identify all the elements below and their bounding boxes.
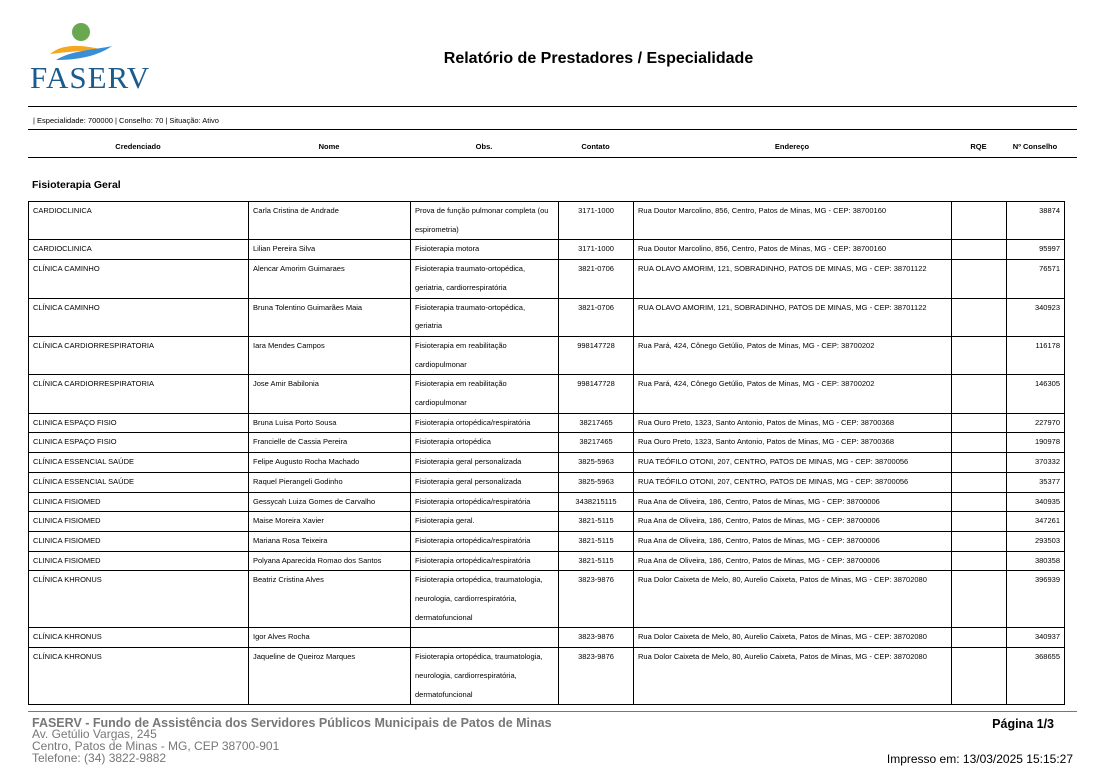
header-divider-top [28, 106, 1077, 107]
table-row [29, 492, 1065, 512]
cell-nome: Beatriz Cristina Alves [249, 571, 411, 628]
cell-conselho: 38874 [1007, 202, 1065, 240]
cell-credenciado: CLINICA FISIOMED [29, 531, 249, 551]
cell-contato: 3823-9876 [559, 648, 634, 705]
cell-endereco: RUA TEÓFILO OTONI, 207, CENTRO, PATOS DE MINAS, MG - CEP: 38700056 [634, 472, 952, 492]
logo-head-icon [72, 23, 90, 41]
cell-credenciado: CLÍNICA KHRONUS [29, 648, 249, 705]
cell-conselho: 368655 [1007, 648, 1065, 705]
footer-phone: Telefone: (34) 3822-9882 [32, 751, 167, 765]
cell-contato: 38217465 [559, 413, 634, 433]
cell-contato: 998147728 [559, 336, 634, 374]
cell-contato: 3171-1000 [559, 240, 634, 260]
table-row [29, 298, 1065, 336]
cell-rqe [952, 375, 1007, 413]
cell-rqe [952, 433, 1007, 453]
table-row [29, 336, 1065, 374]
col-header-obs: Obs. [475, 142, 493, 151]
report-title: Relatório de Prestadores / Especialidade [443, 50, 754, 67]
table-row [29, 202, 1065, 240]
cell-contato: 3821-5115 [559, 512, 634, 532]
table-row [29, 648, 1065, 705]
cell-credenciado: CLÍNICA CARDIORRESPIRATORIA [29, 375, 249, 413]
cell-conselho: 76571 [1007, 260, 1065, 298]
cell-obs: Fisioterapia em reabilitação cardiopulmonar [411, 336, 559, 374]
cell-rqe [952, 336, 1007, 374]
cell-obs: Fisioterapia ortopédica/respiratória [411, 413, 559, 433]
cell-rqe [952, 551, 1007, 571]
table-row [29, 571, 1065, 628]
cell-contato: 38217465 [559, 433, 634, 453]
cell-endereco: RUA TEÓFILO OTONI, 207, CENTRO, PATOS DE MINAS, MG - CEP: 38700056 [634, 453, 952, 473]
cell-rqe [952, 202, 1007, 240]
cell-credenciado: CARDIOCLINICA [29, 240, 249, 260]
table-row [29, 512, 1065, 532]
cell-conselho: 370332 [1007, 453, 1065, 473]
col-header-rqe: RQE [970, 142, 987, 151]
cell-credenciado: CLINICA FISIOMED [29, 492, 249, 512]
cell-endereco: Rua Doutor Marcolino, 856, Centro, Patos de Minas, MG - CEP: 38700160 [634, 240, 952, 260]
cell-endereco: Rua Pará, 424, Cônego Getúlio, Patos de Minas, MG - CEP: 38700202 [634, 375, 952, 413]
cell-credenciado: CLÍNICA CAMINHO [29, 260, 249, 298]
cell-obs: Fisioterapia ortopédica/respiratória [411, 492, 559, 512]
cell-endereco: Rua Ana de Oliveira, 186, Centro, Patos de Minas, MG - CEP: 38700006 [634, 512, 952, 532]
table-row [29, 628, 1065, 648]
cell-contato: 3821-5115 [559, 551, 634, 571]
cell-rqe [952, 531, 1007, 551]
cell-conselho: 146305 [1007, 375, 1065, 413]
footer-address-1: Av. Getúlio Vargas, 245 [32, 727, 157, 741]
cell-obs: Fisioterapia geral. [411, 512, 559, 532]
cell-contato: 3821-0706 [559, 260, 634, 298]
col-header-endereco: Endereço [774, 142, 810, 151]
printed-timestamp: Impresso em: 13/03/2025 15:15:27 [886, 752, 1073, 766]
cell-rqe [952, 472, 1007, 492]
cell-endereco: RUA OLAVO AMORIM, 121, SOBRADINHO, PATOS DE MINAS, MG - CEP: 38701122 [634, 260, 952, 298]
cell-endereco: RUA OLAVO AMORIM, 121, SOBRADINHO, PATOS DE MINAS, MG - CEP: 38701122 [634, 298, 952, 336]
cell-credenciado: CLÍNICA CARDIORRESPIRATORIA [29, 336, 249, 374]
cell-credenciado: CLÍNICA ESSENCIAL SAÚDE [29, 472, 249, 492]
cell-contato: 3825-5963 [559, 472, 634, 492]
cell-endereco: Rua Dolor Caixeta de Melo, 80, Aurelio Caixeta, Patos de Minas, MG - CEP: 38702080 [634, 571, 952, 628]
logo-text: FASERV [30, 60, 151, 95]
cell-contato: 3438215115 [559, 492, 634, 512]
col-header-conselho: Nº Conselho [1012, 142, 1058, 151]
cell-rqe [952, 260, 1007, 298]
cell-nome: Lilian Pereira Silva [249, 240, 411, 260]
cell-rqe [952, 453, 1007, 473]
cell-rqe [952, 492, 1007, 512]
cell-nome: Felipe Augusto Rocha Machado [249, 453, 411, 473]
cell-rqe [952, 512, 1007, 532]
page-number: Página 1/3 [992, 717, 1054, 731]
cell-rqe [952, 571, 1007, 628]
cell-credenciado: CLÍNICA KHRONUS [29, 571, 249, 628]
cell-nome: Carla Cristina de Andrade [249, 202, 411, 240]
cell-contato: 3823-9876 [559, 628, 634, 648]
cell-endereco: Rua Ana de Oliveira, 186, Centro, Patos de Minas, MG - CEP: 38700006 [634, 551, 952, 571]
cell-contato: 998147728 [559, 375, 634, 413]
cell-obs [411, 628, 559, 648]
cell-nome: Alencar Amorim Guimaraes [249, 260, 411, 298]
cell-conselho: 340937 [1007, 628, 1065, 648]
col-header-contato: Contato [581, 142, 610, 151]
cell-rqe [952, 413, 1007, 433]
cell-obs: Fisioterapia geral personalizada [411, 472, 559, 492]
cell-nome: Maise Moreira Xavier [249, 512, 411, 532]
group-title: Fisioterapia Geral [32, 179, 121, 191]
footer-divider [28, 711, 1077, 712]
cell-obs: Fisioterapia motora [411, 240, 559, 260]
cell-conselho: 35377 [1007, 472, 1065, 492]
column-header-divider [28, 157, 1077, 158]
cell-obs: Prova de função pulmonar completa (ou espirometria) [411, 202, 559, 240]
cell-rqe [952, 240, 1007, 260]
cell-credenciado: CLINICA ESPAÇO FISIO [29, 413, 249, 433]
cell-conselho: 293503 [1007, 531, 1065, 551]
cell-endereco: Rua Pará, 424, Cônego Getúlio, Patos de Minas, MG - CEP: 38700202 [634, 336, 952, 374]
cell-contato: 3821-0706 [559, 298, 634, 336]
cell-conselho: 227970 [1007, 413, 1065, 433]
col-header-credenciado: Credenciado [115, 142, 161, 151]
cell-endereco: Rua Ouro Preto, 1323, Santo Antonio, Patos de Minas, MG - CEP: 38700368 [634, 433, 952, 453]
cell-credenciado: CLINICA FISIOMED [29, 512, 249, 532]
cell-credenciado: CLÍNICA CAMINHO [29, 298, 249, 336]
cell-obs: Fisioterapia traumato-ortopédica, geriatria, cardiorrespiratória [411, 260, 559, 298]
table-row [29, 551, 1065, 571]
cell-obs: Fisioterapia traumato-ortopédica, geriatria [411, 298, 559, 336]
table-row [29, 453, 1065, 473]
footer-org-name: FASERV - Fundo de Assistência dos Servidores Públicos Municipais de Patos de Minas [32, 716, 552, 730]
cell-obs: Fisioterapia ortopédica/respiratória [411, 551, 559, 571]
cell-nome: Igor Alves Rocha [249, 628, 411, 648]
header-divider-filter [28, 129, 1077, 130]
providers-table [28, 201, 1065, 705]
cell-nome: Iara Mendes Campos [249, 336, 411, 374]
cell-obs: Fisioterapia ortopédica/respiratória [411, 531, 559, 551]
column-headers [0, 142, 1109, 152]
cell-credenciado: CLINICA FISIOMED [29, 551, 249, 571]
cell-contato: 3821-5115 [559, 531, 634, 551]
table-row [29, 260, 1065, 298]
cell-conselho: 347261 [1007, 512, 1065, 532]
cell-rqe [952, 628, 1007, 648]
cell-conselho: 340923 [1007, 298, 1065, 336]
table-row [29, 433, 1065, 453]
cell-rqe [952, 298, 1007, 336]
table-row [29, 531, 1065, 551]
cell-credenciado: CARDIOCLINICA [29, 202, 249, 240]
cell-nome: Jose Amir Babilonia [249, 375, 411, 413]
cell-endereco: Rua Ouro Preto, 1323, Santo Antonio, Patos de Minas, MG - CEP: 38700368 [634, 413, 952, 433]
cell-credenciado: CLÍNICA KHRONUS [29, 628, 249, 648]
cell-obs: Fisioterapia geral personalizada [411, 453, 559, 473]
cell-nome: Polyana Aparecida Romao dos Santos [249, 551, 411, 571]
cell-endereco: Rua Ana de Oliveira, 186, Centro, Patos de Minas, MG - CEP: 38700006 [634, 531, 952, 551]
cell-nome: Gessycah Luiza Gomes de Carvalho [249, 492, 411, 512]
cell-endereco: Rua Doutor Marcolino, 856, Centro, Patos de Minas, MG - CEP: 38700160 [634, 202, 952, 240]
cell-conselho: 116178 [1007, 336, 1065, 374]
cell-nome: Mariana Rosa Teixeira [249, 531, 411, 551]
cell-obs: Fisioterapia ortopédica [411, 433, 559, 453]
cell-contato: 3825-5963 [559, 453, 634, 473]
cell-endereco: Rua Dolor Caixeta de Melo, 80, Aurelio Caixeta, Patos de Minas, MG - CEP: 38702080 [634, 648, 952, 705]
table-row [29, 413, 1065, 433]
cell-nome: Raquel Pierangeli Godinho [249, 472, 411, 492]
cell-contato: 3823-9876 [559, 571, 634, 628]
cell-credenciado: CLINICA ESPAÇO FISIO [29, 433, 249, 453]
table-row [29, 375, 1065, 413]
cell-nome: Bruna Tolentino Guimarães Maia [249, 298, 411, 336]
table-row [29, 240, 1065, 260]
cell-contato: 3171-1000 [559, 202, 634, 240]
cell-obs: Fisioterapia ortopédica, traumatologia, neurologia, cardiorrespiratória, dermatofuncional [411, 571, 559, 628]
filter-summary: | Especialidade: 700000 | Conselho: 70 | Situação: Ativo [33, 116, 219, 125]
cell-obs: Fisioterapia em reabilitação cardiopulmonar [411, 375, 559, 413]
cell-conselho: 380358 [1007, 551, 1065, 571]
col-header-nome: Nome [318, 142, 340, 151]
cell-nome: Jaqueline de Queiroz Marques [249, 648, 411, 705]
cell-conselho: 396939 [1007, 571, 1065, 628]
cell-endereco: Rua Ana de Oliveira, 186, Centro, Patos de Minas, MG - CEP: 38700006 [634, 492, 952, 512]
cell-credenciado: CLÍNICA ESSENCIAL SAÚDE [29, 453, 249, 473]
cell-nome: Bruna Luisa Porto Sousa [249, 413, 411, 433]
cell-rqe [952, 648, 1007, 705]
footer-address-2: Centro, Patos de Minas - MG, CEP 38700-901 [32, 739, 280, 753]
cell-endereco: Rua Dolor Caixeta de Melo, 80, Aurelio Caixeta, Patos de Minas, MG - CEP: 38702080 [634, 628, 952, 648]
table-row [29, 472, 1065, 492]
cell-conselho: 95997 [1007, 240, 1065, 260]
cell-conselho: 190978 [1007, 433, 1065, 453]
cell-nome: Francielle de Cassia Pereira [249, 433, 411, 453]
cell-conselho: 340935 [1007, 492, 1065, 512]
cell-obs: Fisioterapia ortopédica, traumatologia, neurologia, cardiorrespiratória, dermatofuncional [411, 648, 559, 705]
